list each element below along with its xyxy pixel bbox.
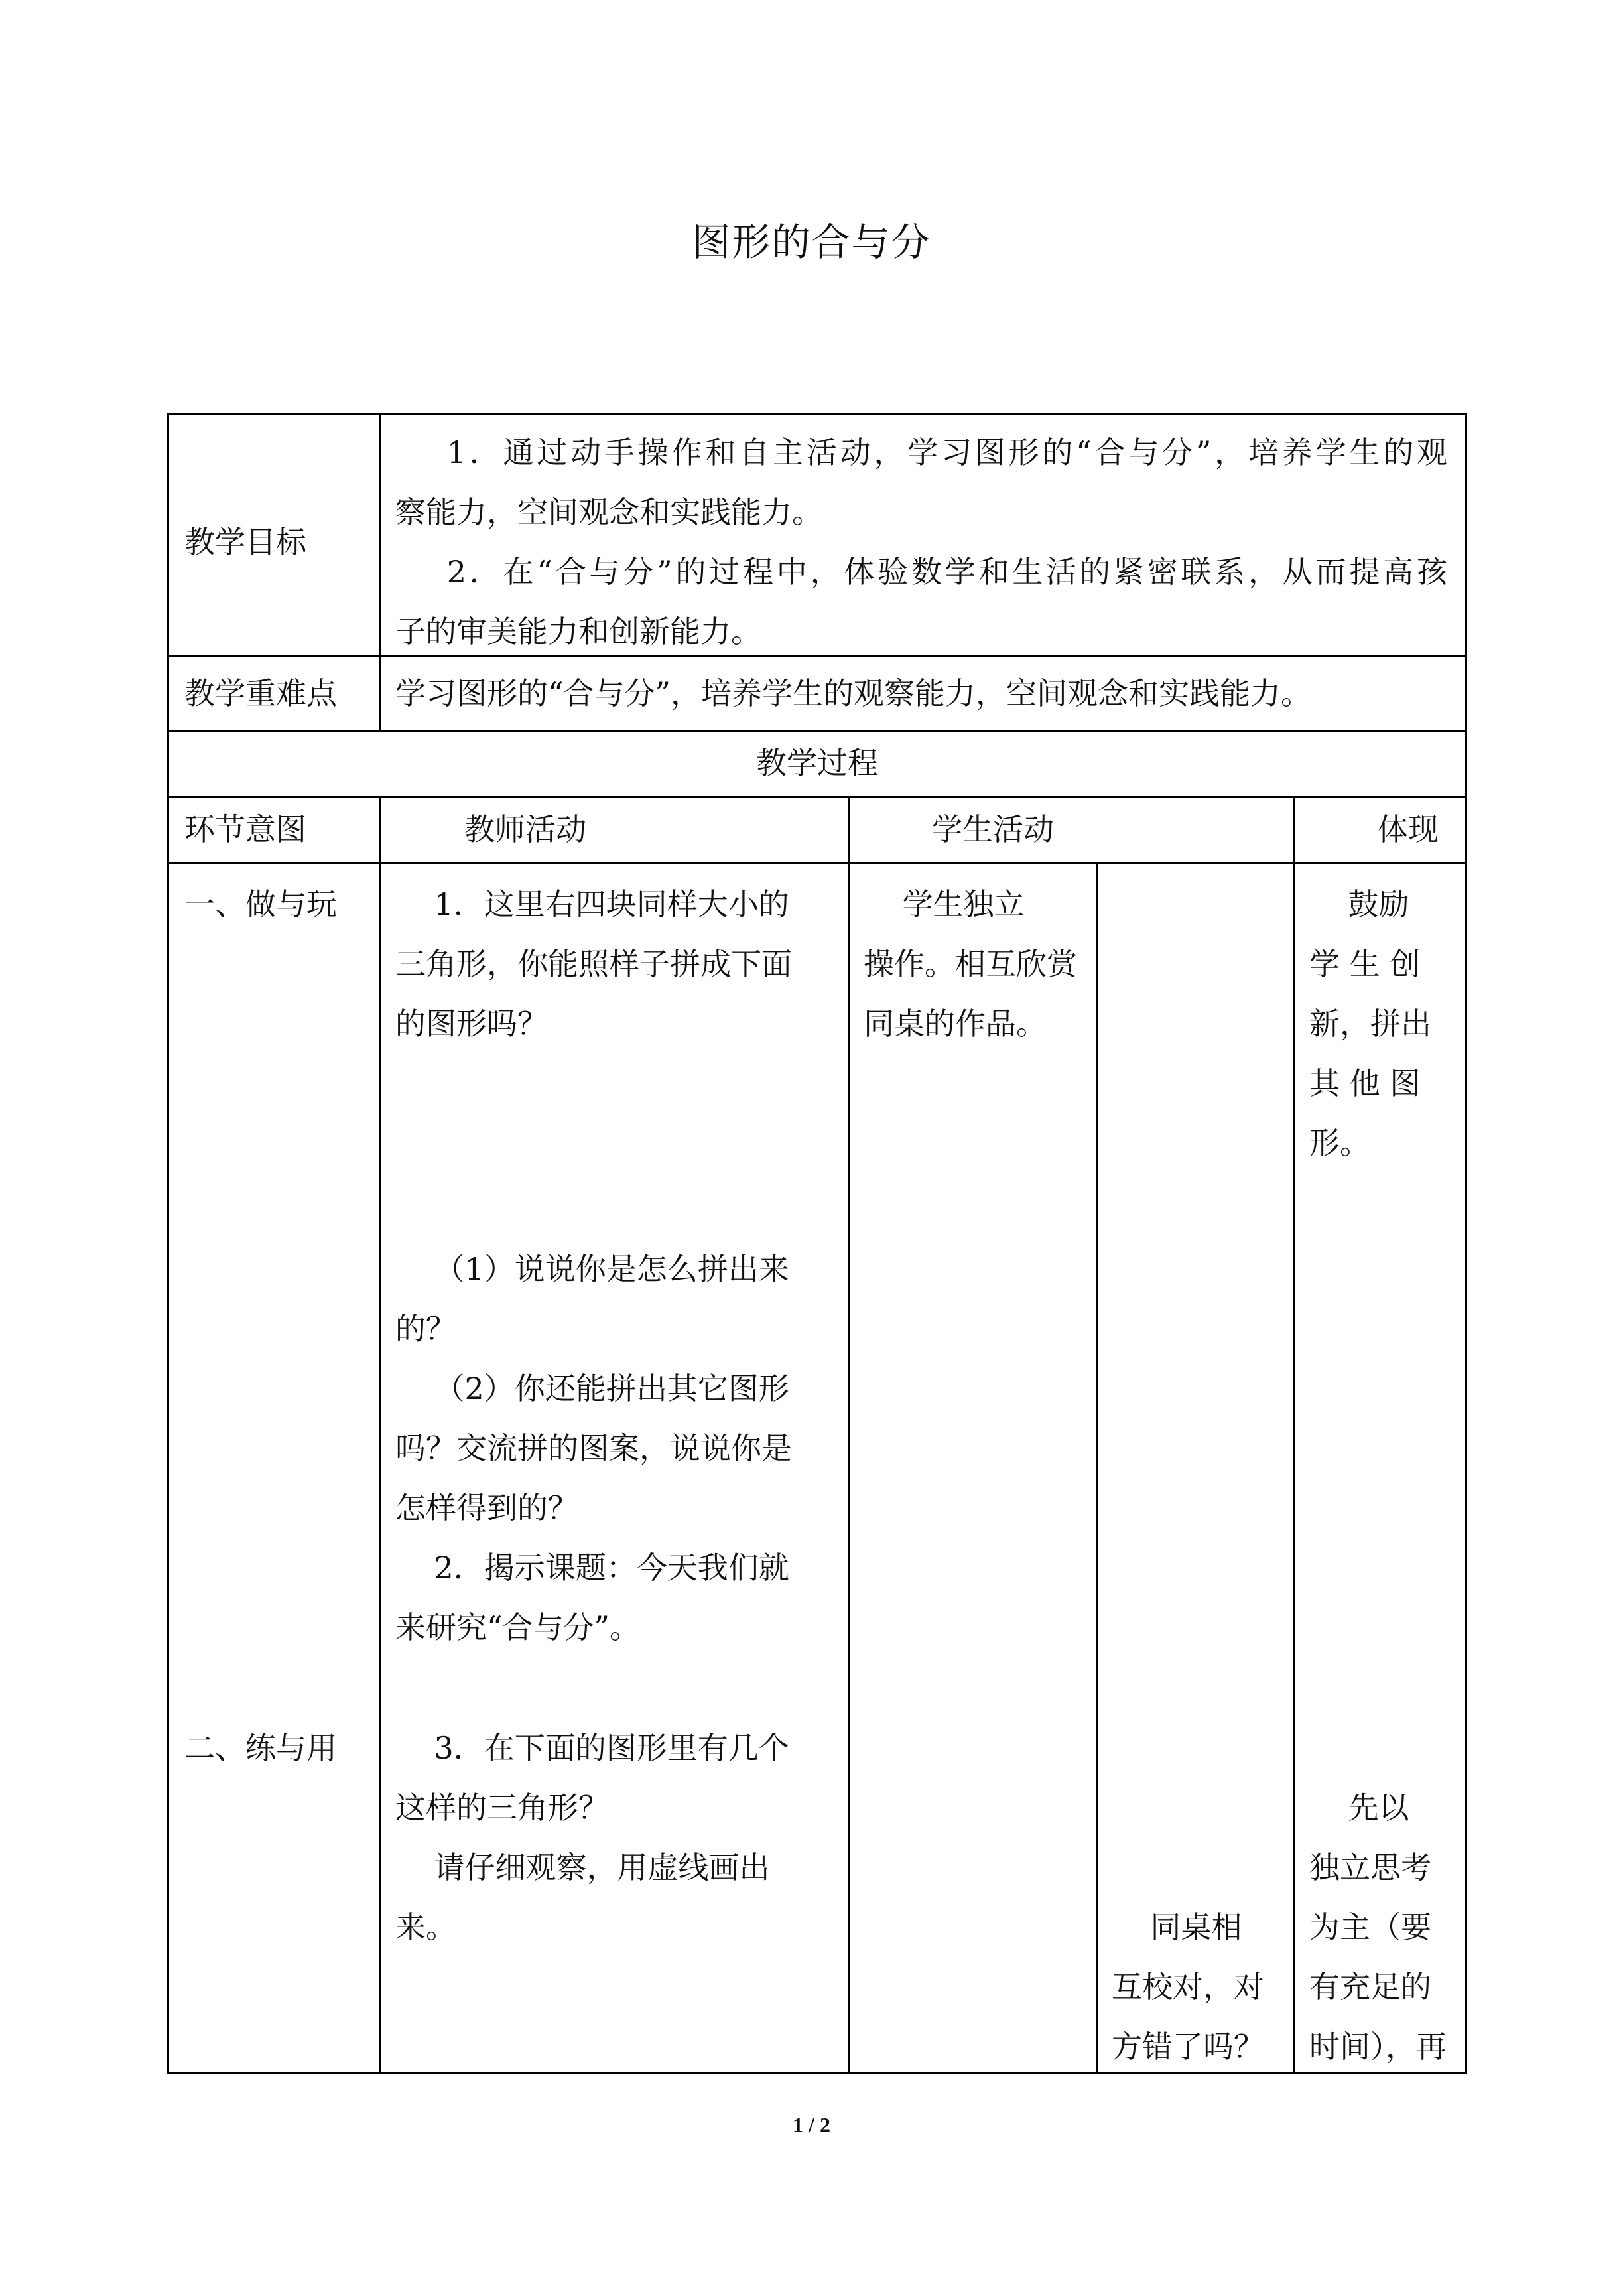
objectives-line: 2．在“合与分”的过程中，体验数学和生活的紧密联系，从而提高孩 xyxy=(395,554,1447,590)
objectives-line: 1．通过动手操作和自主活动，学习图形的“合与分”，培养学生的观 xyxy=(395,435,1447,470)
reflect-line: 新，拼出 xyxy=(1309,1006,1431,1042)
page-number: 1 / 2 xyxy=(793,2113,830,2137)
lesson-plan-table xyxy=(167,413,1467,2074)
student-line: 操作。相互欣赏 xyxy=(864,946,1077,982)
student-line: 同桌相 xyxy=(1112,1909,1242,1945)
teacher-line: （2）你还能拼出其它图形 xyxy=(395,1371,789,1406)
column-divider xyxy=(1293,796,1295,2074)
reflect-line: 学 生 创 xyxy=(1309,946,1421,982)
student-line: 互校对，对 xyxy=(1112,1969,1264,2005)
objectives-label: 教学目标 xyxy=(184,524,306,560)
reflect-line: 时间），再 xyxy=(1309,2029,1447,2064)
teacher-line: 1．这里右四块同样大小的 xyxy=(395,886,789,922)
header-stage: 环节意图 xyxy=(184,811,306,847)
reflect-line: 独立思考 xyxy=(1309,1850,1431,1885)
row-divider xyxy=(167,862,1467,864)
key-points-label: 教学重难点 xyxy=(184,675,337,711)
row-divider xyxy=(167,796,1467,798)
reflect-line: 先以 xyxy=(1309,1790,1409,1826)
document-title: 图形的合与分 xyxy=(692,220,931,265)
teacher-line: 这样的三角形？ xyxy=(395,1790,609,1826)
student-line: 学生独立 xyxy=(864,886,1025,922)
header-teacher: 教师活动 xyxy=(464,811,586,847)
student-line: 同桌的作品。 xyxy=(864,1006,1047,1042)
teacher-line: 三角形，你能照样子拼成下面 xyxy=(395,946,792,982)
teacher-line: 来研究“合与分”。 xyxy=(395,1609,641,1645)
reflect-line: 有充足的 xyxy=(1309,1969,1431,2005)
teacher-line: 来。 xyxy=(395,1909,456,1945)
key-points-text: 学习图形的“合与分”，培养学生的观察能力，空间观念和实践能力。 xyxy=(395,675,1312,711)
reflect-line: 鼓励 xyxy=(1309,886,1409,922)
stage-label: 二、练与用 xyxy=(184,1730,337,1766)
teacher-line: 2．揭示课题：今天我们就 xyxy=(395,1550,789,1586)
row-divider xyxy=(167,655,1467,657)
row-divider xyxy=(167,730,1467,732)
teacher-line: 请仔细观察，用虚线画出 xyxy=(395,1850,770,1885)
header-reflect: 体现 xyxy=(1378,811,1439,847)
column-divider xyxy=(1096,862,1098,2074)
teacher-line: 的图形吗？ xyxy=(395,1006,548,1042)
teacher-line: 3．在下面的图形里有几个 xyxy=(395,1730,789,1766)
stage-label: 一、做与玩 xyxy=(184,886,337,922)
column-divider xyxy=(379,413,381,730)
teacher-line: 怎样得到的？ xyxy=(395,1490,578,1526)
column-divider xyxy=(848,796,850,2074)
reflect-line: 其 他 图 xyxy=(1309,1065,1421,1101)
teacher-line: 的？ xyxy=(395,1311,456,1347)
student-line: 方错了吗？ xyxy=(1112,2029,1264,2064)
objectives-line: 察能力，空间观念和实践能力。 xyxy=(395,494,822,530)
reflect-line: 为主（要 xyxy=(1309,1909,1431,1945)
reflect-line: 形。 xyxy=(1309,1125,1370,1161)
column-divider xyxy=(379,796,381,2074)
teacher-line: 吗？交流拼的图案，说说你是 xyxy=(395,1430,792,1466)
objectives-line: 子的审美能力和创新能力。 xyxy=(395,614,761,649)
header-student: 学生活动 xyxy=(932,811,1054,847)
process-title: 教学过程 xyxy=(756,745,878,781)
teacher-line: （1）说说你是怎么拼出来 xyxy=(395,1251,789,1287)
